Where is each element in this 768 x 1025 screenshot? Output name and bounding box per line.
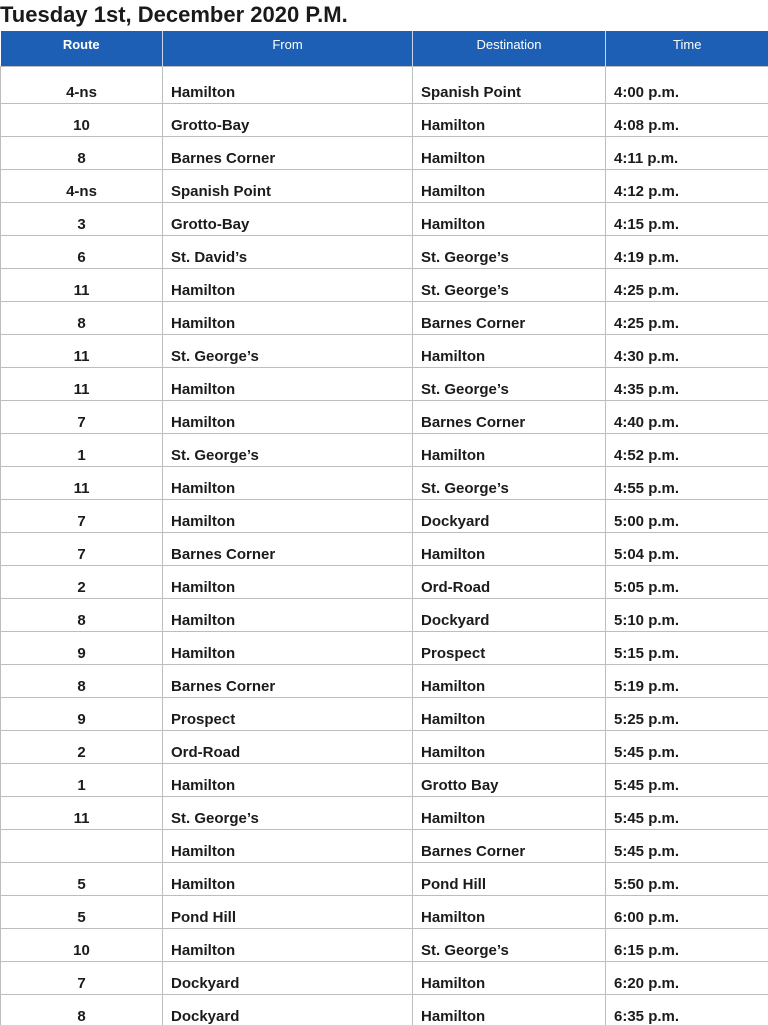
route-cell: 7	[1, 532, 163, 565]
table-row	[1, 334, 768, 367]
table-row	[1, 235, 768, 268]
table-row	[1, 598, 768, 631]
destination-cell: Barnes Corner	[413, 301, 606, 334]
from-cell: St. George’s	[163, 796, 413, 829]
time-cell: 5:25 p.m.	[606, 697, 768, 730]
table-row	[1, 664, 768, 697]
from-cell: Hamilton	[163, 301, 413, 334]
column-header-time: Time	[606, 31, 768, 66]
time-cell: 4:12 p.m.	[606, 169, 768, 202]
time-cell: 5:10 p.m.	[606, 598, 768, 631]
route-cell: 9	[1, 697, 163, 730]
route-cell: 5	[1, 895, 163, 928]
from-cell: Hamilton	[163, 631, 413, 664]
time-cell: 5:00 p.m.	[606, 499, 768, 532]
table-row	[1, 862, 768, 895]
from-cell: Hamilton	[163, 466, 413, 499]
table-row	[1, 829, 768, 862]
time-cell: 4:00 p.m.	[606, 66, 768, 103]
destination-cell: St. George’s	[413, 466, 606, 499]
destination-cell: Hamilton	[413, 730, 606, 763]
route-cell: 6	[1, 235, 163, 268]
table-row	[1, 136, 768, 169]
destination-cell: St. George’s	[413, 928, 606, 961]
from-cell: Hamilton	[163, 829, 413, 862]
from-cell: St. George’s	[163, 334, 413, 367]
from-cell: Hamilton	[163, 763, 413, 796]
destination-cell: Hamilton	[413, 202, 606, 235]
destination-cell: Prospect	[413, 631, 606, 664]
route-cell: 8	[1, 136, 163, 169]
destination-cell: Hamilton	[413, 697, 606, 730]
from-cell: St. David’s	[163, 235, 413, 268]
time-cell: 6:00 p.m.	[606, 895, 768, 928]
table-row	[1, 400, 768, 433]
from-cell: Dockyard	[163, 961, 413, 994]
table-row	[1, 532, 768, 565]
from-cell: Hamilton	[163, 862, 413, 895]
destination-cell: Hamilton	[413, 994, 606, 1025]
route-cell: 1	[1, 433, 163, 466]
from-cell: Hamilton	[163, 928, 413, 961]
time-cell: 5:45 p.m.	[606, 730, 768, 763]
from-cell: Hamilton	[163, 400, 413, 433]
table-row	[1, 268, 768, 301]
time-cell: 4:25 p.m.	[606, 268, 768, 301]
from-cell: Spanish Point	[163, 169, 413, 202]
time-cell: 5:05 p.m.	[606, 565, 768, 598]
route-cell: 10	[1, 928, 163, 961]
destination-cell: Barnes Corner	[413, 400, 606, 433]
route-cell: 11	[1, 466, 163, 499]
from-cell: Prospect	[163, 697, 413, 730]
bus-schedule-table	[0, 31, 768, 1025]
time-cell: 4:08 p.m.	[606, 103, 768, 136]
table-body	[1, 66, 768, 1025]
from-cell: Hamilton	[163, 565, 413, 598]
table-row	[1, 631, 768, 664]
time-cell: 6:15 p.m.	[606, 928, 768, 961]
time-cell: 5:45 p.m.	[606, 763, 768, 796]
destination-cell: St. George’s	[413, 367, 606, 400]
route-cell: 11	[1, 334, 163, 367]
from-cell: Hamilton	[163, 268, 413, 301]
destination-cell: Hamilton	[413, 961, 606, 994]
destination-cell: Hamilton	[413, 433, 606, 466]
destination-cell: Barnes Corner	[413, 829, 606, 862]
from-cell: Pond Hill	[163, 895, 413, 928]
table-row	[1, 202, 768, 235]
destination-cell: Dockyard	[413, 499, 606, 532]
table-row	[1, 730, 768, 763]
time-cell: 5:50 p.m.	[606, 862, 768, 895]
from-cell: St. George’s	[163, 433, 413, 466]
destination-cell: Hamilton	[413, 169, 606, 202]
time-cell: 4:35 p.m.	[606, 367, 768, 400]
destination-cell: Pond Hill	[413, 862, 606, 895]
route-cell	[1, 829, 163, 862]
destination-cell: Hamilton	[413, 136, 606, 169]
route-cell: 5	[1, 862, 163, 895]
destination-cell: Hamilton	[413, 532, 606, 565]
destination-cell: St. George’s	[413, 268, 606, 301]
time-cell: 4:25 p.m.	[606, 301, 768, 334]
column-header-from: From	[163, 31, 413, 66]
route-cell: 8	[1, 664, 163, 697]
table-row	[1, 499, 768, 532]
table-row	[1, 763, 768, 796]
destination-cell: St. George’s	[413, 235, 606, 268]
time-cell: 4:15 p.m.	[606, 202, 768, 235]
table-row	[1, 928, 768, 961]
table-header	[1, 31, 768, 66]
from-cell: Hamilton	[163, 598, 413, 631]
table-row	[1, 66, 768, 103]
time-cell: 4:11 p.m.	[606, 136, 768, 169]
time-cell: 5:19 p.m.	[606, 664, 768, 697]
route-cell: 11	[1, 268, 163, 301]
time-cell: 4:52 p.m.	[606, 433, 768, 466]
route-cell: 1	[1, 763, 163, 796]
table-row	[1, 697, 768, 730]
time-cell: 5:45 p.m.	[606, 796, 768, 829]
column-header-route: Route	[1, 31, 163, 66]
destination-cell: Spanish Point	[413, 66, 606, 103]
time-cell: 4:19 p.m.	[606, 235, 768, 268]
from-cell: Ord-Road	[163, 730, 413, 763]
table-row	[1, 169, 768, 202]
table-row	[1, 103, 768, 136]
table-row	[1, 565, 768, 598]
destination-cell: Hamilton	[413, 334, 606, 367]
route-cell: 8	[1, 598, 163, 631]
from-cell: Dockyard	[163, 994, 413, 1025]
time-cell: 5:45 p.m.	[606, 829, 768, 862]
from-cell: Hamilton	[163, 66, 413, 103]
table-row	[1, 895, 768, 928]
from-cell: Barnes Corner	[163, 532, 413, 565]
route-cell: 11	[1, 796, 163, 829]
route-cell: 8	[1, 994, 163, 1025]
table-row	[1, 796, 768, 829]
destination-cell: Hamilton	[413, 895, 606, 928]
table-row	[1, 433, 768, 466]
route-cell: 4-ns	[1, 169, 163, 202]
page-title: Tuesday 1st, December 2020 P.M.	[0, 2, 348, 27]
route-cell: 7	[1, 499, 163, 532]
from-cell: Grotto-Bay	[163, 202, 413, 235]
route-cell: 7	[1, 961, 163, 994]
time-cell: 5:04 p.m.	[606, 532, 768, 565]
table-row	[1, 367, 768, 400]
from-cell: Grotto-Bay	[163, 103, 413, 136]
destination-cell: Ord-Road	[413, 565, 606, 598]
route-cell: 3	[1, 202, 163, 235]
header-row	[1, 31, 768, 66]
from-cell: Hamilton	[163, 367, 413, 400]
column-header-destination: Destination	[413, 31, 606, 66]
time-cell: 6:20 p.m.	[606, 961, 768, 994]
route-cell: 2	[1, 565, 163, 598]
route-cell: 11	[1, 367, 163, 400]
route-cell: 9	[1, 631, 163, 664]
table-row	[1, 994, 768, 1025]
time-cell: 5:15 p.m.	[606, 631, 768, 664]
time-cell: 4:55 p.m.	[606, 466, 768, 499]
destination-cell: Dockyard	[413, 598, 606, 631]
destination-cell: Hamilton	[413, 103, 606, 136]
route-cell: 7	[1, 400, 163, 433]
table-row	[1, 301, 768, 334]
destination-cell: Grotto Bay	[413, 763, 606, 796]
table-row	[1, 466, 768, 499]
time-cell: 4:40 p.m.	[606, 400, 768, 433]
table-row	[1, 961, 768, 994]
route-cell: 4-ns	[1, 66, 163, 103]
from-cell: Hamilton	[163, 499, 413, 532]
time-cell: 4:30 p.m.	[606, 334, 768, 367]
destination-cell: Hamilton	[413, 796, 606, 829]
route-cell: 2	[1, 730, 163, 763]
route-cell: 10	[1, 103, 163, 136]
from-cell: Barnes Corner	[163, 136, 413, 169]
from-cell: Barnes Corner	[163, 664, 413, 697]
time-cell: 6:35 p.m.	[606, 994, 768, 1025]
route-cell: 8	[1, 301, 163, 334]
destination-cell: Hamilton	[413, 664, 606, 697]
